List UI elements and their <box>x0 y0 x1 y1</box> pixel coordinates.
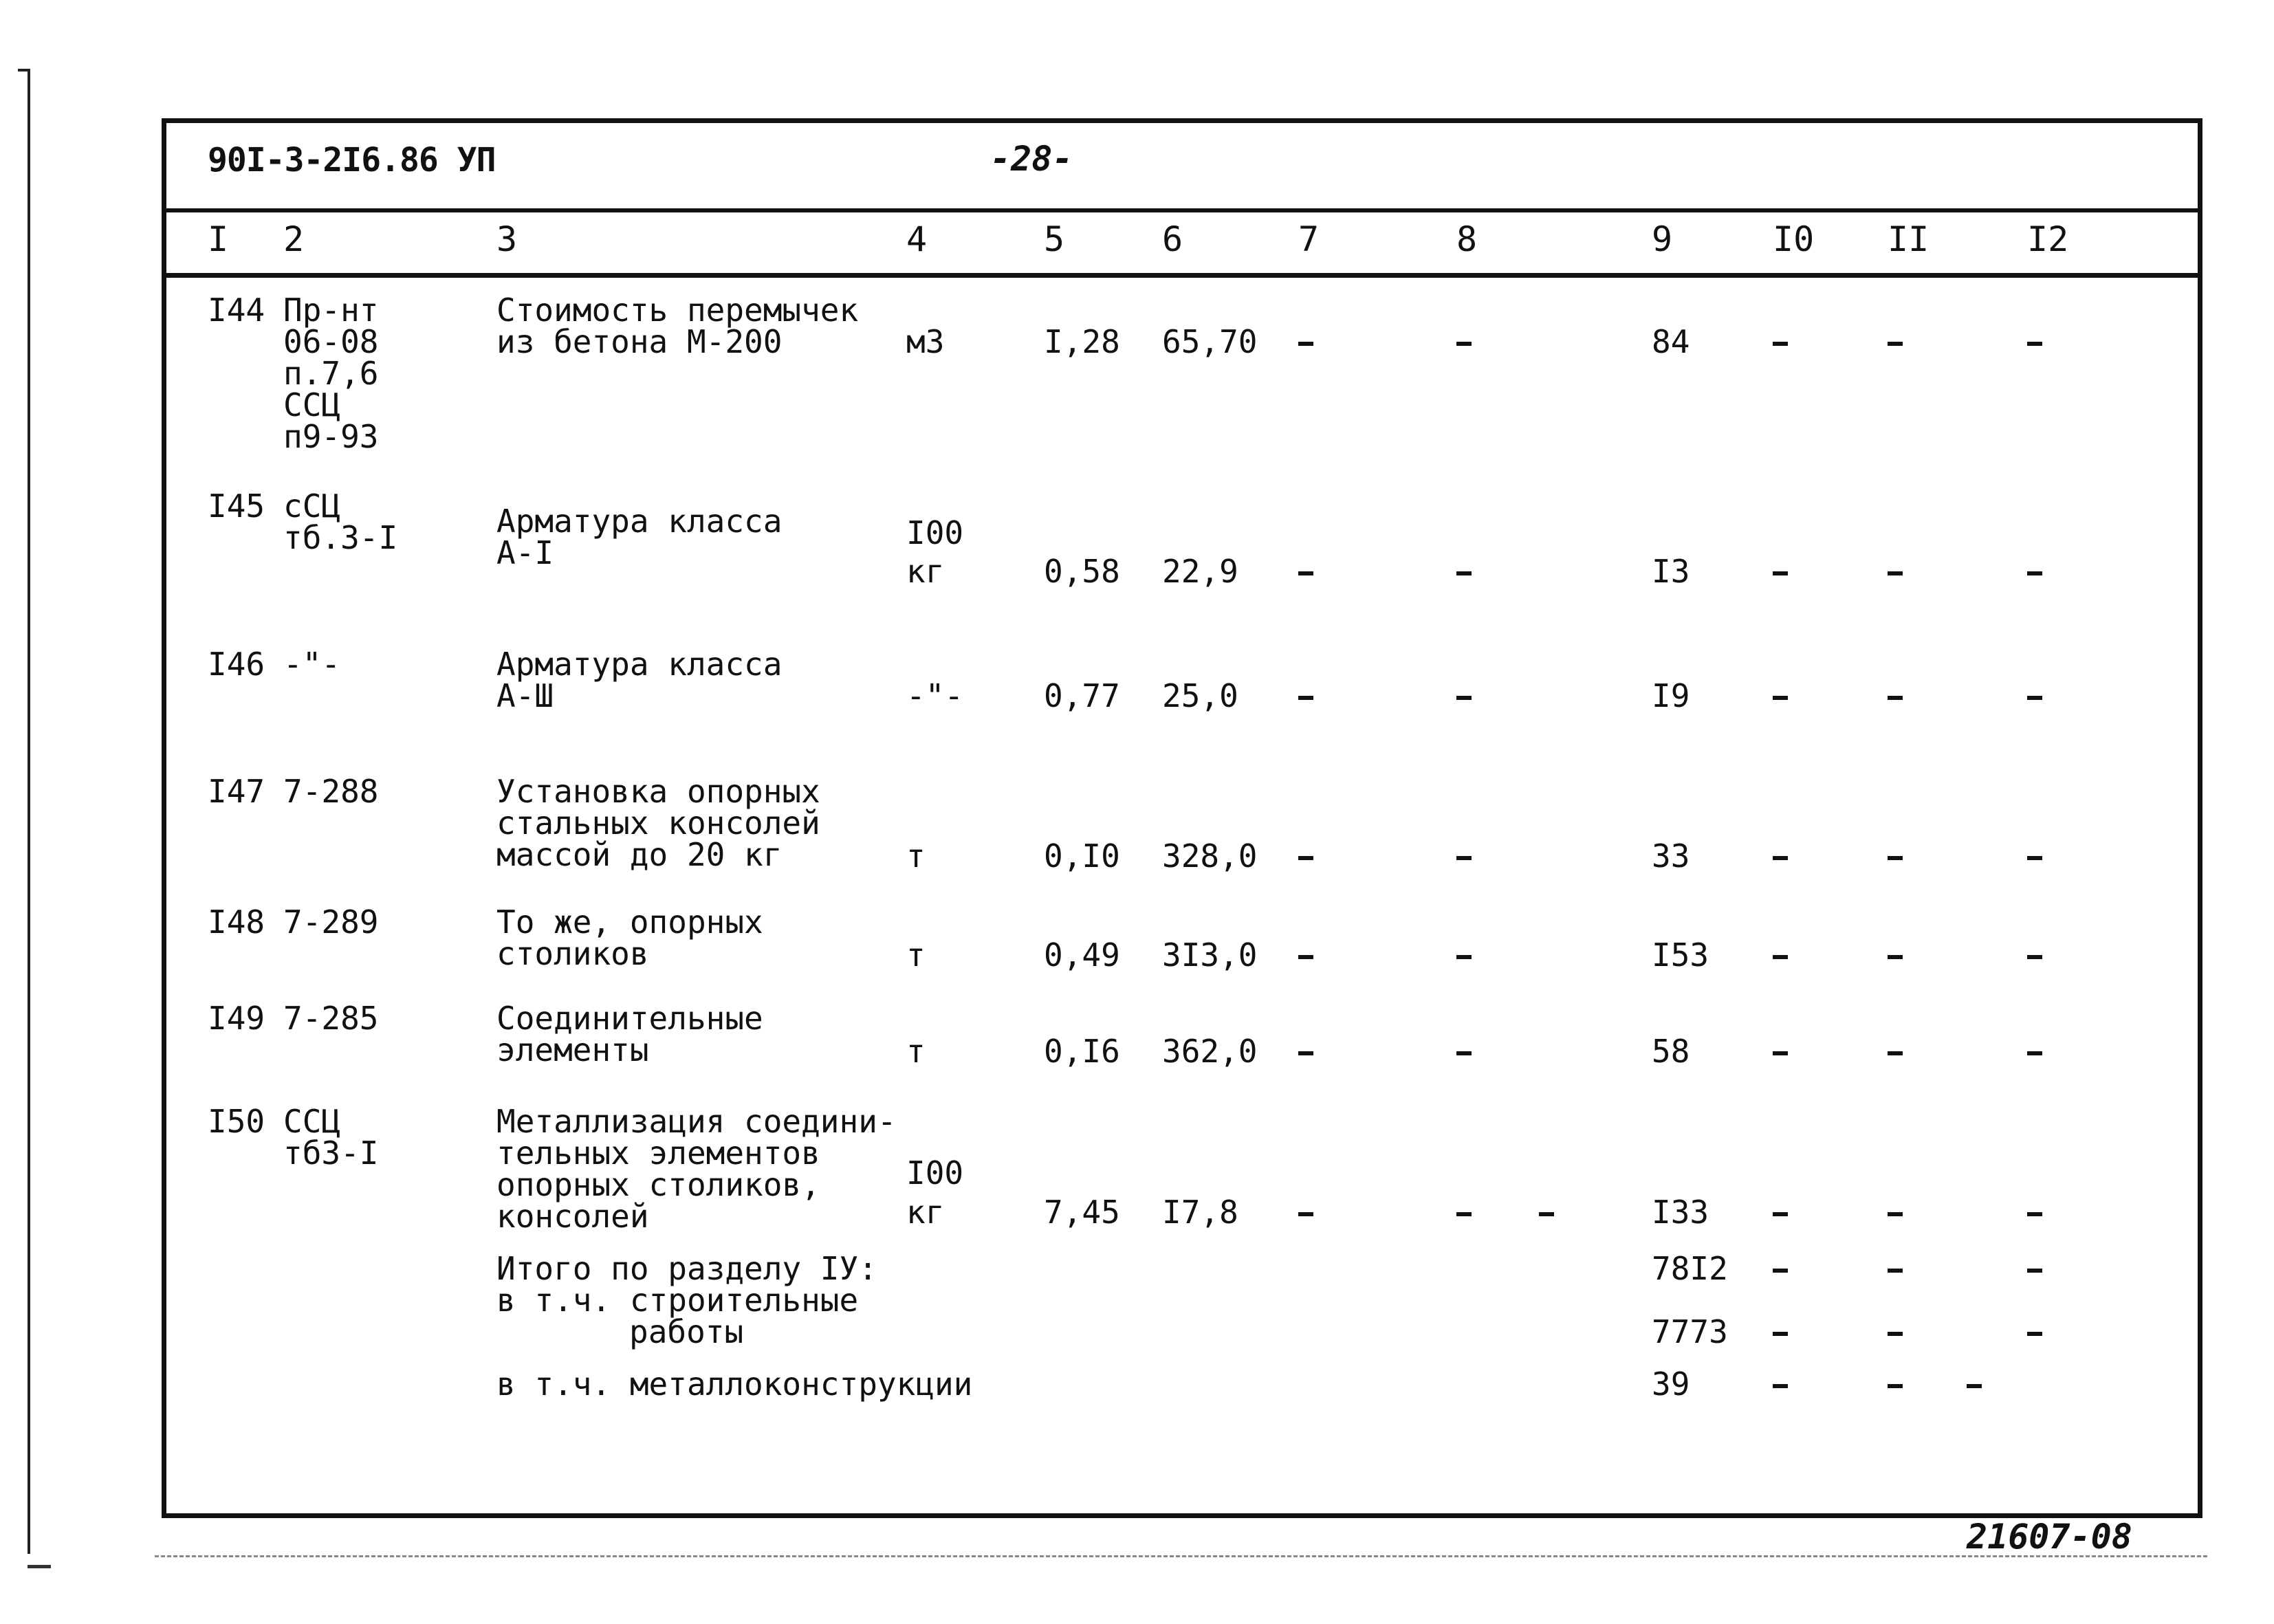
column-header: 8 <box>1456 219 1478 259</box>
work-description: консолей <box>496 1198 649 1235</box>
unit: т <box>906 1033 926 1070</box>
column-header: 6 <box>1162 219 1183 259</box>
rate-code: -"- <box>283 646 341 683</box>
total-cost: I3 <box>1652 553 1690 590</box>
rate-code: п.7,6 <box>283 355 379 392</box>
column-header: I2 <box>2027 219 2069 259</box>
rate-code: тб3-I <box>283 1134 379 1172</box>
quantity: 0,I0 <box>1044 837 1120 875</box>
row-number: I49 <box>208 1000 265 1037</box>
work-description: Арматура класса <box>496 646 783 683</box>
empty-cell-dash <box>1298 696 1313 700</box>
empty-cell-dash <box>1888 342 1903 346</box>
left-margin-mark <box>28 1565 51 1568</box>
unit: I00 <box>906 514 964 551</box>
rate-code: ССЦ <box>283 386 341 424</box>
empty-cell-dash <box>1298 955 1313 959</box>
empty-cell-dash <box>1888 1051 1903 1055</box>
header-divider <box>166 208 2198 212</box>
work-description: Арматура класса <box>496 503 783 540</box>
empty-cell-dash <box>1888 1332 1903 1336</box>
work-description: Установка опорных <box>496 773 820 810</box>
work-description: опорных столиков, <box>496 1166 820 1203</box>
empty-cell-dash <box>2027 1332 2042 1336</box>
work-description: из бетона М-200 <box>496 323 783 360</box>
total-cost: 84 <box>1652 323 1690 360</box>
empty-cell-dash <box>1773 1212 1788 1216</box>
work-description: тельных элементов <box>496 1134 820 1172</box>
unit-price: 25,0 <box>1162 677 1238 714</box>
total-cost: I53 <box>1652 936 1709 974</box>
rate-code: 7-288 <box>283 773 379 810</box>
empty-cell-dash <box>2027 342 2042 346</box>
quantity: 0,77 <box>1044 677 1120 714</box>
unit: -"- <box>906 677 964 714</box>
page-number: -28- <box>990 139 1073 179</box>
empty-cell-dash <box>2027 856 2042 860</box>
empty-cell-dash <box>1967 1384 1982 1388</box>
column-header: I <box>208 219 229 259</box>
quantity: I,28 <box>1044 323 1120 360</box>
empty-cell-dash <box>2027 1051 2042 1055</box>
quantity: 7,45 <box>1044 1194 1120 1231</box>
empty-cell-dash <box>1456 571 1472 575</box>
row-number: I50 <box>208 1103 265 1140</box>
row-number: I46 <box>208 646 265 683</box>
left-margin-tick <box>18 69 29 72</box>
work-description: стальных консолей <box>496 804 820 842</box>
empty-cell-dash <box>1888 856 1903 860</box>
column-header: II <box>1888 219 1929 259</box>
row-number: I45 <box>208 487 265 525</box>
empty-cell-dash <box>1773 1332 1788 1336</box>
column-header: 3 <box>496 219 518 259</box>
section-total-value: 78I2 <box>1652 1250 1728 1287</box>
construction-works-value: 7773 <box>1652 1313 1728 1350</box>
construction-works-label: работы <box>629 1313 744 1350</box>
bottom-cut-line <box>155 1555 2207 1557</box>
empty-cell-dash <box>1888 696 1903 700</box>
rate-code: Пр-нт <box>283 292 379 329</box>
unit: т <box>906 837 926 875</box>
rate-code: п9-93 <box>283 418 379 455</box>
column-header-divider <box>166 273 2198 278</box>
work-description: То же, опорных <box>496 903 763 941</box>
column-header: 5 <box>1044 219 1065 259</box>
empty-cell-dash <box>1298 856 1313 860</box>
row-number: I48 <box>208 903 265 941</box>
empty-cell-dash <box>1456 856 1472 860</box>
empty-cell-dash <box>1773 1269 1788 1273</box>
column-header: 4 <box>906 219 928 259</box>
empty-cell-dash <box>2027 571 2042 575</box>
unit-price: 22,9 <box>1162 553 1238 590</box>
rate-code: сСЦ <box>283 487 341 525</box>
unit: кг <box>906 1194 945 1231</box>
rate-code: тб.3-I <box>283 519 398 556</box>
empty-cell-dash <box>1773 571 1788 575</box>
section-total-label: Итого по разделу IУ: <box>496 1250 877 1287</box>
unit-price: 328,0 <box>1162 837 1258 875</box>
unit-price: 3I3,0 <box>1162 936 1258 974</box>
empty-cell-dash <box>2027 1269 2042 1273</box>
work-description: Стоимость перемычек <box>496 292 859 329</box>
empty-cell-dash <box>1888 1212 1903 1216</box>
column-header: 7 <box>1298 219 1320 259</box>
empty-cell-dash <box>1456 696 1472 700</box>
total-cost: I9 <box>1652 677 1690 714</box>
rate-code: 06-08 <box>283 323 379 360</box>
empty-cell-dash <box>1298 1212 1313 1216</box>
work-description: столиков <box>496 935 649 972</box>
unit: м3 <box>906 323 945 360</box>
unit-price: I7,8 <box>1162 1194 1238 1231</box>
work-description: Соединительные <box>496 1000 763 1037</box>
unit-price: 65,70 <box>1162 323 1258 360</box>
total-cost: 58 <box>1652 1033 1690 1070</box>
row-number: I44 <box>208 292 265 329</box>
quantity: 0,58 <box>1044 553 1120 590</box>
left-margin-line <box>28 69 30 1554</box>
metal-structures-label: в т.ч. металлоконструкции <box>496 1365 973 1403</box>
empty-cell-dash <box>1773 856 1788 860</box>
empty-cell-dash <box>1298 342 1313 346</box>
empty-cell-dash <box>1298 1051 1313 1055</box>
unit: I00 <box>906 1154 964 1192</box>
empty-cell-dash <box>1888 1269 1903 1273</box>
document-code: 90I-3-2I6.86 УП <box>208 141 496 179</box>
column-header: 2 <box>283 219 305 259</box>
empty-cell-dash <box>1539 1212 1554 1216</box>
unit-price: 362,0 <box>1162 1033 1258 1070</box>
archive-stamp: 21607-08 <box>1967 1517 2132 1557</box>
empty-cell-dash <box>1773 955 1788 959</box>
work-description: Металлизация соедини- <box>496 1103 897 1140</box>
unit: кг <box>906 553 945 590</box>
column-header: 9 <box>1652 219 1673 259</box>
rate-code: ССЦ <box>283 1103 341 1140</box>
empty-cell-dash <box>2027 955 2042 959</box>
empty-cell-dash <box>1456 342 1472 346</box>
empty-cell-dash <box>2027 696 2042 700</box>
empty-cell-dash <box>1456 1051 1472 1055</box>
empty-cell-dash <box>1456 1212 1472 1216</box>
total-cost: 33 <box>1652 837 1690 875</box>
work-description: массой до 20 кг <box>496 836 783 873</box>
unit: т <box>906 936 926 974</box>
work-description: А-Ш <box>496 677 554 714</box>
quantity: 0,49 <box>1044 936 1120 974</box>
empty-cell-dash <box>1888 1384 1903 1388</box>
work-description: элементы <box>496 1031 649 1068</box>
empty-cell-dash <box>1888 571 1903 575</box>
empty-cell-dash <box>2027 1212 2042 1216</box>
empty-cell-dash <box>1888 955 1903 959</box>
empty-cell-dash <box>1773 342 1788 346</box>
empty-cell-dash <box>1773 1051 1788 1055</box>
empty-cell-dash <box>1773 1384 1788 1388</box>
work-description: А-I <box>496 534 554 571</box>
total-cost: I33 <box>1652 1194 1709 1231</box>
construction-works-label: в т.ч. строительные <box>496 1282 859 1319</box>
empty-cell-dash <box>1298 571 1313 575</box>
quantity: 0,I6 <box>1044 1033 1120 1070</box>
rate-code: 7-285 <box>283 1000 379 1037</box>
column-header: I0 <box>1773 219 1815 259</box>
metal-structures-value: 39 <box>1652 1365 1690 1403</box>
empty-cell-dash <box>1773 696 1788 700</box>
row-number: I47 <box>208 773 265 810</box>
empty-cell-dash <box>1456 955 1472 959</box>
rate-code: 7-289 <box>283 903 379 941</box>
